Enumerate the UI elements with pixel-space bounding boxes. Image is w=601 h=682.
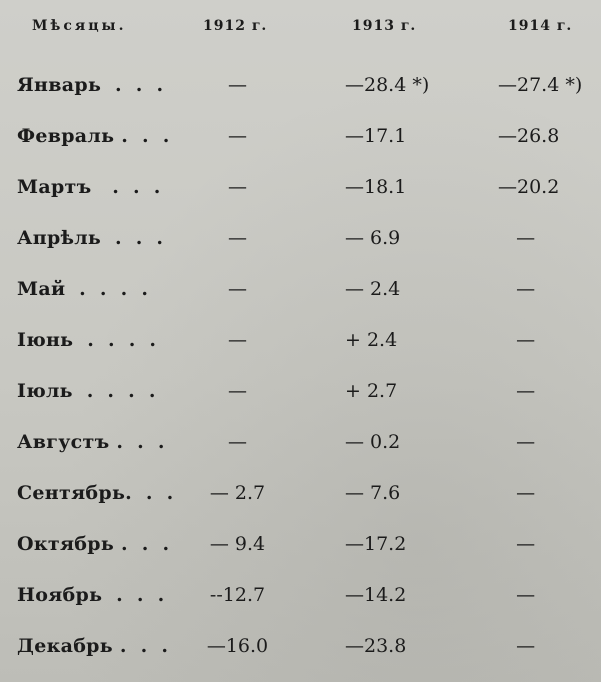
- value-1913: — 0.2: [345, 431, 401, 453]
- month-label: Апрѣль . . .: [17, 227, 164, 249]
- value-1914: —27.4 *): [498, 74, 583, 96]
- month-label: Сентябрь. . .: [17, 482, 174, 504]
- value-1913: + 2.4: [345, 329, 398, 351]
- value-1913: — 7.6: [345, 482, 401, 504]
- table-row: [0, 66, 601, 117]
- table-row: [0, 117, 601, 168]
- header-1912: 1912 г.: [203, 18, 268, 34]
- value-1913: —17.2: [345, 533, 407, 555]
- value-1913: — 6.9: [345, 227, 401, 249]
- value-1914: —: [498, 431, 536, 453]
- value-1912: —: [228, 278, 247, 300]
- month-label: Іюнь . . . .: [17, 329, 157, 351]
- month-label: Августъ . . .: [17, 431, 165, 453]
- temperature-table: [0, 66, 601, 678]
- value-1914: —: [498, 533, 536, 555]
- table-row: [0, 219, 601, 270]
- value-1913: — 2.4: [345, 278, 401, 300]
- value-1912: —: [228, 380, 247, 402]
- value-1912: — 9.4: [209, 533, 266, 555]
- value-1912: —: [228, 74, 247, 96]
- value-1914: —: [498, 635, 536, 657]
- value-1912: — 2.7: [209, 482, 266, 504]
- value-1912: —: [228, 227, 247, 249]
- month-label: Ноябрь . . .: [17, 584, 165, 606]
- value-1914: —: [498, 482, 536, 504]
- value-1913: —17.1: [345, 125, 407, 147]
- table-row: [0, 627, 601, 678]
- table-row: [0, 372, 601, 423]
- month-label: Октябрь . . .: [17, 533, 170, 555]
- month-label: Декабрь . . .: [17, 635, 169, 657]
- table-row: [0, 525, 601, 576]
- table-row: [0, 270, 601, 321]
- value-1914: —: [498, 278, 536, 300]
- value-1913: —18.1: [345, 176, 407, 198]
- table-row: [0, 321, 601, 372]
- value-1914: —: [498, 584, 536, 606]
- header-months: Мѣсяцы.: [32, 18, 127, 34]
- value-1913: + 2.7: [345, 380, 398, 402]
- value-1913: —14.2: [345, 584, 407, 606]
- month-label: Мартъ . . .: [17, 176, 161, 198]
- month-label: Май . . . .: [17, 278, 149, 300]
- table-row: [0, 474, 601, 525]
- value-1914: —: [498, 227, 536, 249]
- value-1912: —: [228, 431, 247, 453]
- value-1912: --12.7: [209, 584, 266, 606]
- value-1914: —20.2: [498, 176, 560, 198]
- table-row: [0, 168, 601, 219]
- value-1914: —: [498, 380, 536, 402]
- value-1914: —26.8: [498, 125, 560, 147]
- month-label: Іюль . . . .: [17, 380, 156, 402]
- month-label: Январь . . .: [17, 74, 164, 96]
- value-1912: —16.0: [206, 635, 269, 657]
- value-1912: —: [228, 176, 247, 198]
- header-1913: 1913 г.: [352, 18, 417, 34]
- value-1913: —28.4 *): [345, 74, 430, 96]
- month-label: Февраль . . .: [17, 125, 170, 147]
- value-1912: —: [228, 125, 247, 147]
- value-1913: —23.8: [345, 635, 407, 657]
- header-1914: 1914 г.: [508, 18, 573, 34]
- table-row: [0, 423, 601, 474]
- value-1912: —: [228, 329, 247, 351]
- value-1914: —: [498, 329, 536, 351]
- table-row: [0, 576, 601, 627]
